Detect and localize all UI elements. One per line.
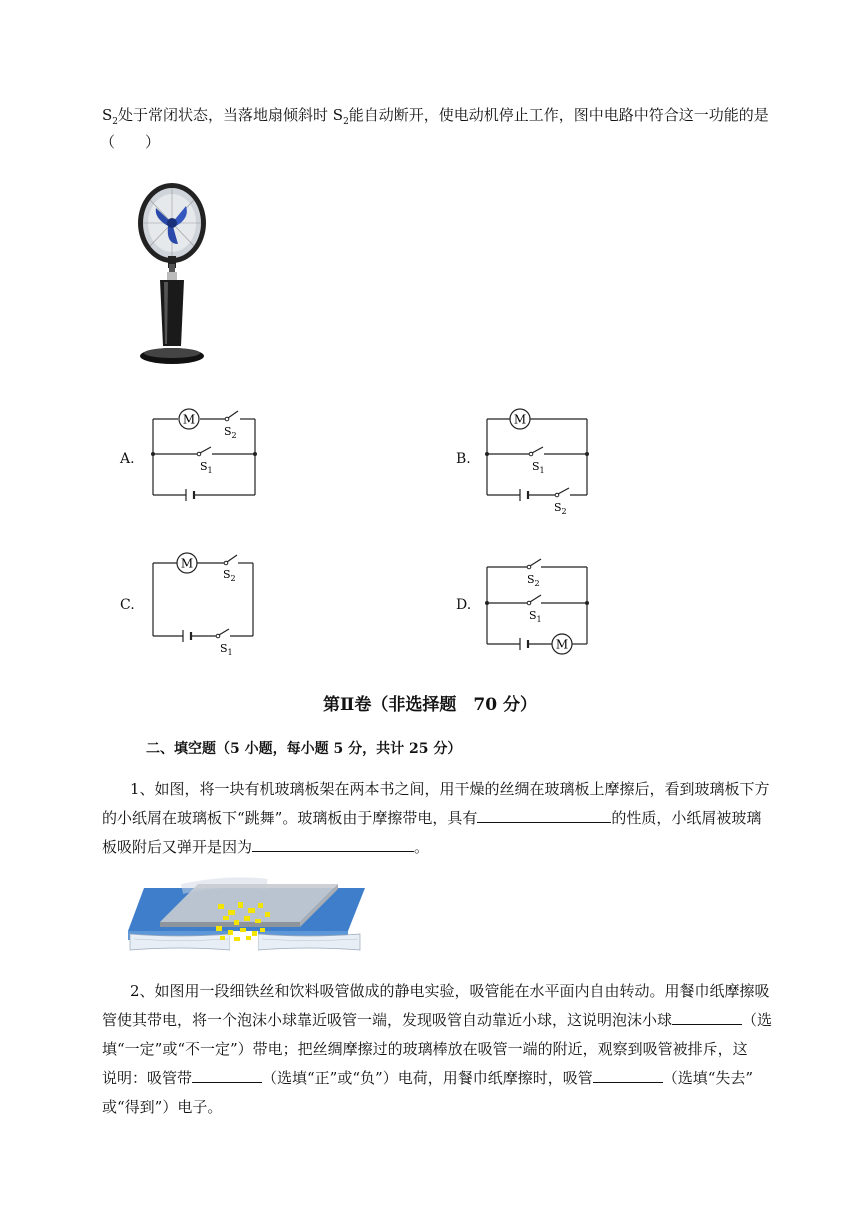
- switch-s1-a-label: $S_1$: [200, 460, 213, 475]
- q2-blank-3[interactable]: [593, 1064, 663, 1083]
- q2-line-4: 说明：吸管带 （选填“正”或“负”）电荷，用餐巾纸摩擦时，吸管 （选填“失去”: [102, 1063, 753, 1093]
- q2-line-3: 填“一定”或“不一定”）带电；把丝绸摩擦过的玻璃棒放在吸管一端的附近，观察到吸管被排斥，这: [102, 1040, 748, 1058]
- switch-s2-b-label: $S_2$: [554, 501, 567, 516]
- circuit-d: [484, 553, 604, 663]
- option-d-label: D.: [456, 597, 472, 613]
- q1-blank-1[interactable]: [477, 804, 611, 823]
- q2-line-2: 管使其带电，将一个泡沫小球靠近吸管一端，发现吸管自动靠近小球，这说明泡沫小球 （选: [102, 1005, 772, 1035]
- question-intro: [102, 100, 769, 137]
- switch-s1-b-label: $S_1$: [532, 460, 545, 475]
- section-title: 第Ⅱ卷（非选择题 70 分）: [323, 695, 537, 715]
- switch-s1-d-label: $S_1$: [529, 609, 542, 624]
- circuit-a: [150, 405, 270, 505]
- intro-text: $S_2$处于常闭状态，当落地扇倾斜时 $S_2$能自动断开，使电动机停止工作，图中电路中符合这一功能的是: [102, 106, 769, 127]
- option-a-label: A.: [120, 451, 135, 467]
- part-title: 二、填空题（5 小题，每小题 5 分，共计 25 分）: [146, 741, 462, 757]
- motor-c-label: M: [180, 556, 194, 571]
- answer-paren: （ ）: [100, 133, 161, 151]
- switch-s1-c-label: $S_1$: [220, 642, 233, 657]
- q2-line-5: 或“得到”）电子。: [102, 1098, 223, 1116]
- switch-s2-d-label: $S_2$: [527, 573, 540, 588]
- switch-s2-a-label: $S_2$: [224, 425, 237, 440]
- circuit-c: [150, 550, 270, 660]
- option-c-label: C.: [120, 597, 135, 613]
- floor-fan-image: [128, 178, 218, 378]
- q1-blank-2[interactable]: [252, 833, 414, 852]
- circuit-b: [484, 405, 604, 525]
- q2-line-1: 2、如图用一段细铁丝和饮料吸管做成的静电实验，吸管能在水平面内自由转动。用餐巾纸摩擦吸: [130, 982, 770, 1000]
- q2-blank-1[interactable]: [672, 1006, 742, 1025]
- q1-line-1: 1、如图，将一块有机玻璃板架在两本书之间，用干燥的丝绸在玻璃板上摩擦后，看到玻璃板下方: [130, 780, 770, 798]
- q1-line-2: 的小纸屑在玻璃板下“跳舞”。玻璃板由于摩擦带电，具有 的性质，小纸屑被玻璃: [102, 803, 761, 833]
- motor-a-label: M: [182, 412, 196, 427]
- switch-s2-c-label: $S_2$: [223, 568, 236, 583]
- q1-line-3: 板吸附后又弹开是因为 。: [102, 832, 429, 862]
- option-b-label: B.: [456, 451, 471, 467]
- motor-d-label: M: [555, 637, 569, 652]
- q2-blank-2[interactable]: [192, 1064, 262, 1083]
- glass-plate-books-image: [120, 876, 370, 956]
- motor-b-label: M: [513, 412, 527, 427]
